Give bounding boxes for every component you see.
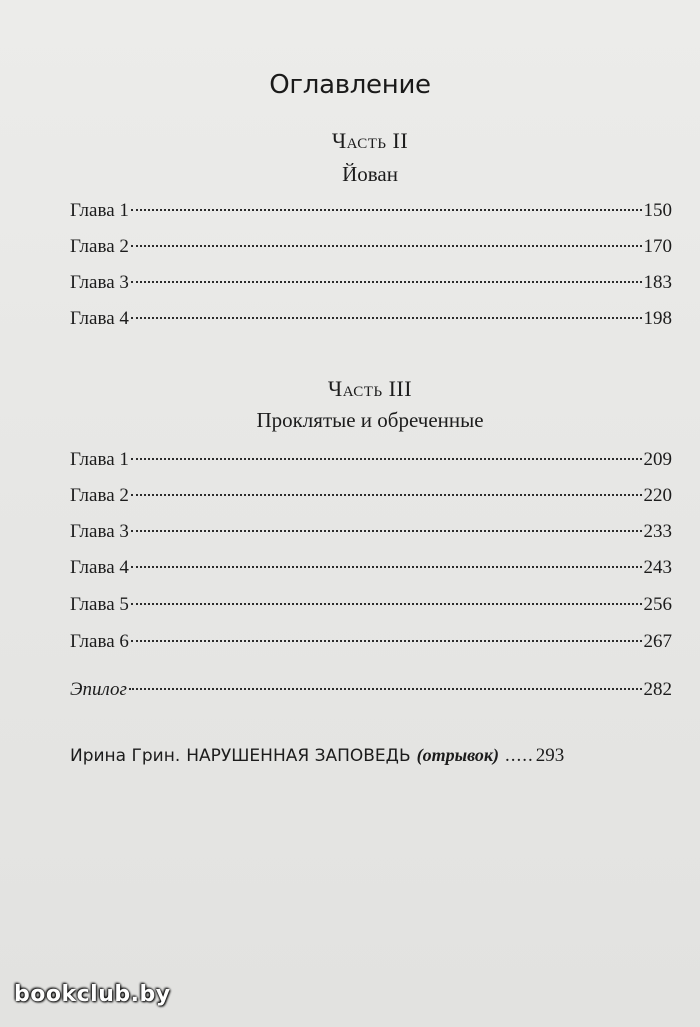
- toc-entry: [70, 591, 672, 619]
- page-number: 150: [643, 200, 672, 221]
- chapter-label: Глава 5: [70, 594, 129, 615]
- watermark-logo: bookclub.by: [14, 982, 171, 1007]
- leader-dots: [129, 688, 642, 690]
- page-number: 282: [643, 679, 672, 700]
- leader-dots: [131, 458, 642, 460]
- chapter-label: Глава 6: [70, 631, 129, 652]
- page-number: 256: [643, 594, 672, 615]
- page-number: 267: [643, 631, 672, 652]
- toc-entry: [70, 628, 672, 656]
- chapter-label: Глава 1: [70, 449, 129, 470]
- part-2-title: Часть II: [331, 128, 409, 153]
- excerpt-book-title: НАРУШЕННАЯ ЗАПОВЕДЬ: [186, 746, 411, 766]
- page-number: 293: [535, 745, 565, 766]
- part-2-subtitle: Йован: [342, 162, 398, 186]
- leader-dots: [131, 494, 642, 496]
- excerpt-author: Ирина Грин.: [70, 746, 181, 766]
- page-number: 209: [643, 449, 672, 470]
- toc-entry: [70, 269, 672, 297]
- leader-dots: [131, 640, 642, 642]
- toc-title: Оглавление: [269, 70, 431, 100]
- toc-entry: [70, 554, 672, 582]
- chapter-label: Глава 4: [70, 557, 129, 578]
- leader-dots: [131, 566, 642, 568]
- epilog-label: Эпилог: [70, 679, 127, 700]
- toc-entry: [70, 518, 672, 546]
- chapter-label: Глава 4: [70, 308, 129, 329]
- chapter-label: Глава 1: [70, 200, 129, 221]
- toc-entry-excerpt: [70, 745, 672, 767]
- leader-dots: .....: [505, 745, 534, 766]
- chapter-label: Глава 2: [70, 485, 129, 506]
- page-number: 198: [643, 308, 672, 329]
- chapter-label: Глава 3: [70, 521, 129, 542]
- part-3-title: Часть III: [327, 376, 413, 401]
- toc-entry: [70, 305, 672, 333]
- toc-entry: [70, 233, 672, 261]
- page-number: 220: [643, 485, 672, 506]
- leader-dots: [131, 530, 642, 532]
- toc-entry: [70, 482, 672, 510]
- part-3-subtitle: Проклятые и обреченные: [256, 408, 484, 432]
- page-number: 233: [643, 521, 672, 542]
- chapter-label: Глава 2: [70, 236, 129, 257]
- toc-entry: [70, 197, 672, 225]
- toc-entry-epilog: [70, 676, 672, 704]
- leader-dots: [131, 603, 642, 605]
- leader-dots: [131, 281, 642, 283]
- leader-dots: [131, 245, 642, 247]
- leader-dots: [131, 317, 642, 319]
- toc-entry: [70, 446, 672, 474]
- leader-dots: [131, 209, 642, 211]
- chapter-label: Глава 3: [70, 272, 129, 293]
- page-number: 243: [643, 557, 672, 578]
- page-number: 170: [643, 236, 672, 257]
- excerpt-note: (отрывок): [416, 745, 500, 765]
- page-number: 183: [643, 272, 672, 293]
